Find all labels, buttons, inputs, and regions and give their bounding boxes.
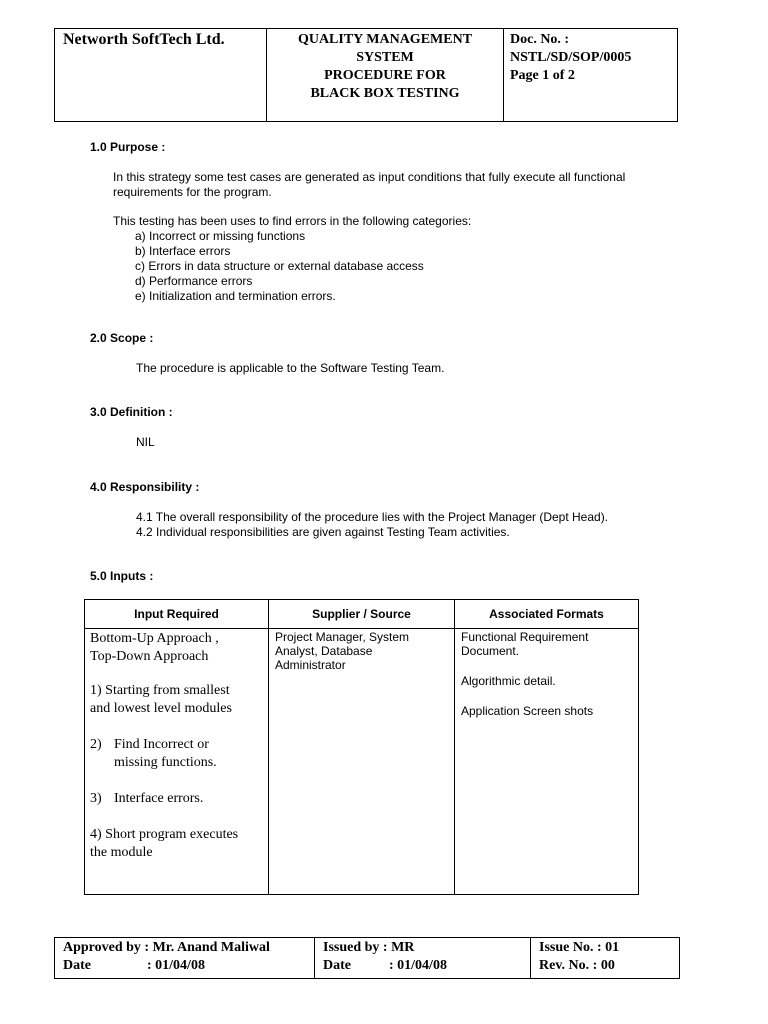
item-number: 3) bbox=[90, 791, 102, 806]
revision-number: Rev. No. : 00 bbox=[539, 958, 615, 973]
list-item: b) Interface errors bbox=[135, 244, 231, 258]
list-item: d) Performance errors bbox=[135, 274, 253, 288]
associated-formats-cell bbox=[455, 629, 638, 894]
table-header-row bbox=[85, 600, 638, 629]
column-header: Supplier / Source bbox=[269, 600, 455, 628]
item-number: 2) bbox=[90, 737, 102, 752]
text-line: requirements for the program. bbox=[113, 185, 272, 199]
issue-date bbox=[323, 957, 522, 975]
cell-line bbox=[90, 790, 263, 808]
responsibility-heading: 4.0 Responsibility : bbox=[90, 480, 200, 494]
date-value: : 01/04/08 bbox=[147, 958, 205, 973]
cell-line: and lowest level modules bbox=[90, 701, 232, 716]
cell-line: Algorithmic detail. bbox=[461, 674, 556, 688]
title-line: PROCEDURE FOR bbox=[324, 68, 446, 83]
issue-number: Issue No. : 01 bbox=[539, 940, 620, 955]
revision-block bbox=[531, 938, 679, 978]
title-line: SYSTEM bbox=[356, 50, 414, 65]
list-item: 4.1 The overall responsibility of the procedure lies with the Project Manager (Dept Head). bbox=[136, 510, 609, 524]
cell-line: Project Manager, System bbox=[275, 630, 410, 644]
date-value: : 01/04/08 bbox=[389, 958, 447, 973]
list-item: 4.2 Individual responsibilities are given against Testing Team activities. bbox=[136, 525, 510, 539]
responsibility-list bbox=[136, 510, 608, 540]
definition-text: NIL bbox=[136, 435, 155, 449]
title-line: QUALITY MANAGEMENT bbox=[297, 32, 473, 47]
doc-no: NSTL/SD/SOP/0005 bbox=[510, 50, 632, 65]
text-line: This testing has been uses to find errors in the following categories: bbox=[113, 214, 472, 228]
company-name: Networth SoftTech Ltd. bbox=[55, 29, 267, 121]
date-label: Date bbox=[323, 958, 351, 973]
cell-line: Document. bbox=[461, 644, 520, 658]
inputs-table bbox=[84, 599, 639, 895]
cell-line: Functional Requirement bbox=[461, 630, 589, 644]
page-indicator: Page 1 of 2 bbox=[510, 68, 575, 83]
issued-by: Issued by : MR bbox=[323, 940, 415, 955]
title-line: BLACK BOX TESTING bbox=[310, 86, 460, 101]
document-header bbox=[54, 28, 678, 122]
doc-no-label: Doc. No. : bbox=[510, 32, 570, 47]
document-number-block bbox=[504, 29, 677, 121]
cell-line: missing functions. bbox=[114, 755, 217, 770]
table-row bbox=[85, 629, 638, 894]
document-title bbox=[267, 29, 504, 121]
purpose-heading: 1.0 Purpose : bbox=[90, 140, 166, 154]
scope-heading: 2.0 Scope : bbox=[90, 331, 154, 345]
list-item: c) Errors in data structure or external database access bbox=[135, 259, 424, 273]
list-item: a) Incorrect or missing functions bbox=[135, 229, 306, 243]
cell-line: Administrator bbox=[275, 658, 346, 672]
cell-line: 4) Short program executes bbox=[90, 827, 239, 842]
scope-text: The procedure is applicable to the Software Testing Team. bbox=[136, 361, 445, 375]
document-footer bbox=[54, 937, 680, 979]
approval-date bbox=[63, 957, 306, 975]
cell-line: Application Screen shots bbox=[461, 704, 594, 718]
purpose-categories bbox=[113, 214, 471, 304]
text-line: In this strategy some test cases are generated as input conditions that fully execute all functional bbox=[113, 170, 626, 184]
column-header: Input Required bbox=[85, 600, 269, 628]
issue-block bbox=[315, 938, 531, 978]
item-text: Interface errors. bbox=[114, 791, 204, 806]
cell-line bbox=[90, 736, 263, 754]
purpose-paragraph bbox=[113, 170, 625, 200]
list-item: e) Initialization and termination errors. bbox=[135, 289, 336, 303]
definition-heading: 3.0 Definition : bbox=[90, 405, 173, 419]
column-header: Associated Formats bbox=[489, 607, 604, 621]
inputs-heading: 5.0 Inputs : bbox=[90, 569, 154, 583]
cell-line: Analyst, Database bbox=[275, 644, 373, 658]
approval-block bbox=[55, 938, 315, 978]
cell-line: Top-Down Approach bbox=[90, 649, 209, 664]
approved-by: Approved by : Mr. Anand Maliwal bbox=[63, 940, 270, 955]
cell-line: 1) Starting from smallest bbox=[90, 683, 230, 698]
cell-line: the module bbox=[90, 845, 153, 860]
date-label: Date bbox=[63, 958, 91, 973]
input-required-cell bbox=[85, 629, 269, 894]
item-text: Find Incorrect or bbox=[114, 737, 209, 752]
supplier-source-cell bbox=[269, 629, 455, 894]
cell-line: Bottom-Up Approach , bbox=[90, 631, 219, 646]
